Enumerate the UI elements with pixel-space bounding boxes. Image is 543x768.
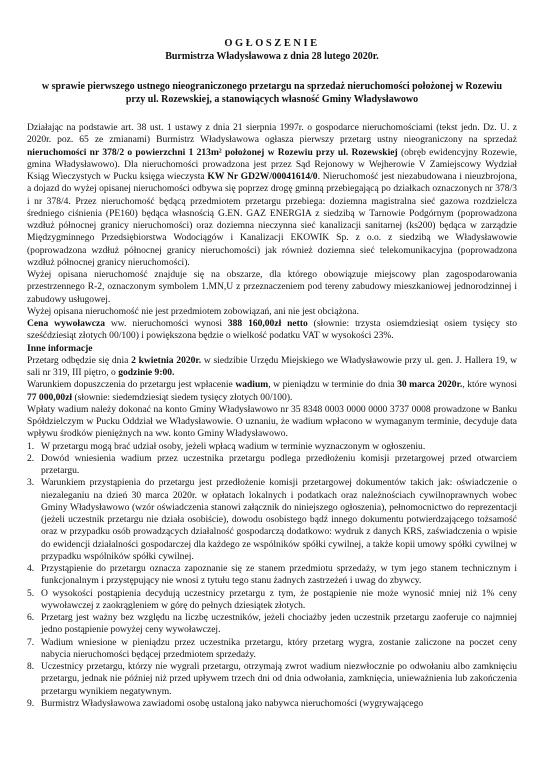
list-item-text: Warunkiem przystąpienia do przetargu jest przedłożenie komisji przetargowej dokumentów takich jak: oświadczenie o niezaleganiu na dzień 30 marca 2020r. w opłatach lokalnych i podatkach oraz należnościach cywilnoprawnych wobec Gminy Władysławowo (wzór oświadczenia stanowi załącznik do niniejszego ogłoszenia), pełnomocnictwo do reprezentacji (jeżeli uczestnik przetargu nie działa osobiście), dowodu osobistego bądź innego dokumentu potwierdzającego tożsamość oraz w przypadku osób prowadzących działalność gospodarczą dodatkowo: wydruk z danych KRS, zaświadczenia o wpisie do ewidencji działalności gospodarczej dla każdego ze wspólników spółki cywilnej, a także kopii umowy spółki cywilnej w przypadku wspólników spółki cywilnej. xyxy=(41,477,517,562)
text-run: ww. nieruchomości wynosi xyxy=(105,318,228,329)
auction-date-paragraph xyxy=(27,355,517,380)
list-item-text: Uczestnicy przetargu, którzy nie wygrali przetargu, otrzymają zwrot wadium niezwłocznie po odwołaniu albo zamknięciu przetargu, jednak nie później niż przed upływem trzech dni od dnia odwołania, zamknięcia, unieważnienia lub zakończenia przetargu wynikiem negatywnym. xyxy=(41,661,517,697)
document-subtitle: Burmistrza Władysławowa z dnia 28 lutego 2020r. xyxy=(165,51,379,62)
list-item-number: 5. xyxy=(27,587,35,599)
auction-date: 2 kwietnia 2020r. xyxy=(131,354,202,366)
text-run: Warunkiem dopuszczenia do przetargu jest wpłacenie xyxy=(27,379,236,391)
list-item-number: 7. xyxy=(27,636,35,648)
text-run: (obręb ewidencyjny Rozewie, gmina Władysławowo). Dla nieruchomości prowadzona jest przez Sąd Rejonowy w Wejherowie V Zamiejscowy Wydział Ksiąg Wieczystych w Pucku księga wieczysta xyxy=(27,146,517,182)
list-item-number: 1. xyxy=(27,440,35,452)
list-item-text: Wadium wniesione w pieniądzu przez uczestnika przetargu, który przetarg wygra, zostanie zaliczone na poczet ceny nabycia nieruchomości będącej przedmiotem sprzedaży. xyxy=(41,636,517,660)
list-item xyxy=(27,661,517,698)
list-item xyxy=(27,636,517,662)
list-item-text: W przetargu mogą brać udział osoby, jeżeli wpłacą wadium w terminie wyznaczonym w ogłoszeniu. xyxy=(41,440,426,452)
price-label: Cena wywoławcza xyxy=(27,318,105,329)
list-item-text: Przetarg jest ważny bez względu na liczbę uczestników, jeżeli chociażby jeden uczestnik przetargu zaoferuje co najmniej jedno postąpienie powyżej ceny wywoławczej. xyxy=(41,612,517,636)
list-item xyxy=(27,612,517,637)
property-description-paragraph xyxy=(27,122,517,269)
zoning-paragraph: Wyżej opisana nieruchomość znajduje się na obszarze, dla którego obowiązuje miejscowy plan zagospodarowania przestrzennego R-2, oznaczonym symbolem 1.MN,U z przeznaczeniem pod tereny zabudowy mieszkaniowej jednorodzinnej i zabudowy usługowej. xyxy=(27,269,517,305)
list-item-text: Burmistrz Władysławowa zawiadomi osobę ustaloną jako nabywca nieruchomości (wygrywającego xyxy=(41,697,424,709)
text-run: , w pieniądzu w terminie do dnia xyxy=(268,379,398,391)
list-item xyxy=(27,440,517,453)
document-heading: w sprawie pierwszego ustnego nieograniczonego przetargu na sprzedaż nieruchomości położonej w Rozewiu przy ul. Rozewskiej, a stanowiących własność Gminy Władysławowo xyxy=(41,81,503,105)
other-info-heading-text: Inne informacje xyxy=(27,342,93,354)
deposit-amount: 77 000,00zł xyxy=(27,391,73,403)
conditions-list xyxy=(27,441,517,711)
auction-time: godzinie 9:00. xyxy=(118,367,175,378)
text-run: Przetarg odbędzie się dnia xyxy=(27,354,132,366)
list-item-text: O wysokości postąpienia decydują uczestnicy przetargu z tym, że postąpienie nie może wynosić mniej niż 1% ceny wywoławczej z zaokrągleniem w górę do pełnych dziesiątek złotych. xyxy=(41,587,517,611)
list-item xyxy=(27,697,517,710)
list-item xyxy=(27,563,517,588)
list-item-number: 4. xyxy=(27,563,35,574)
bank-account-paragraph: Wpłaty wadium należy dokonać na konto Gminy Władysławowo nr 35 8348 0003 0000 0000 3737 0008 prowadzone w Banku Spółdzielczym w Pucku Oddział we Władysławowie. O uznaniu, że wadium wpłacono w wymaganym terminie, decyduje data wpływu środków pieniężnych na ww. konto Gminy Władysławowo. xyxy=(27,403,517,440)
text-run: (słownie: trzysta osiemdziesiąt osiem tysięcy sto sześćdziesiąt złotych 00/100) i powiększona będzie o wielkość podatku VAT w wysokości 23%. xyxy=(27,318,517,342)
other-info-heading xyxy=(27,343,517,355)
starting-price: 388 160,00zł netto xyxy=(227,318,308,329)
price-paragraph xyxy=(27,318,517,343)
document-title: OGŁOSZENIE xyxy=(224,38,320,49)
list-item xyxy=(27,452,517,478)
text-run: . Nieruchomość jest niezabudowana i nieuzbrojona, a dojazd do wyżej opisanej nieruchomości odbywa się poprzez drogę gminną przebiegającą po działkach oznaczonych nr 378/3 i nr 378/4. Przez nieruchomość będącą przedmiotem przetargu przebiega: doziemna magistralna sieć gazowa rozdzielcza średniego ciśnienia (PE160) będąca własnością G.EN. GAZ ENERGIA z siedzibą w Tarnowie Podgórnym (poprowadzona wzdłuż północnej granicy nieruchomości) oraz doziemna nieczynna sieć kanalizacji sanitarnej (ks200) będąca w zarządzie Międzygminnego Przedsiębiorstwa Wodociągów i Kanalizacji EKOWIK Sp. z o.o. z siedzibą we Władysławowie (poprowadzona wzdłuż północnej granicy nieruchomości) jak również doziemna sieć telekomunikacyjna (poprowadzona wzdłuż północnej granicy nieruchomości). xyxy=(27,171,517,268)
list-item xyxy=(27,477,517,563)
list-item-number: 8. xyxy=(27,661,35,672)
property-bold-text: nieruchomości nr 378/2 o powierzchni 1 213m² położonej w Rozewiu przy ul. Rozewskiej xyxy=(27,146,398,158)
list-item-number: 6. xyxy=(27,612,35,623)
text-run: w siedzibie Urzędu Miejskiego we Władysławowie przy ul. gen. J. Hallera 19, w sali nr 319, III piętro, o xyxy=(27,354,517,378)
text-run: , które wynosi xyxy=(462,379,517,391)
document-body xyxy=(27,122,517,710)
land-register-number: KW Nr GD2W/00041614/0 xyxy=(207,171,318,182)
list-item-number: 9. xyxy=(27,697,35,709)
deposit-deadline: 30 marca 2020r. xyxy=(397,379,463,391)
list-item-number: 3. xyxy=(27,477,35,489)
list-item-text: Przystąpienie do przetargu oznacza zapoznanie się ze stanem przedmiotu sprzedaży, w tym jego stanem technicznym i funkcjonalnym i przystępujący nie wnosi z tytułu tego stanu żadnych zastrzeżeń i uwag do zbywcy. xyxy=(41,563,517,587)
list-item-number: 2. xyxy=(27,452,35,464)
list-item xyxy=(27,587,517,613)
deposit-paragraph xyxy=(27,379,517,404)
deposit-label: wadium xyxy=(235,379,269,391)
text-run: (słownie: siedemdziesiąt siedem tysięcy złotych 00/100). xyxy=(72,391,293,403)
text-run: Działając na podstawie art. 38 ust. 1 ustawy z dnia 21 sierpnia 1997r. o gospodarce nieruchomościami (tekst jedn. Dz. U. z 2020r. poz. 65 ze zmianami) Burmistrz Władysławowa ogłasza pierwszy przetarg ustny nieograniczony na sprzedaż xyxy=(27,122,517,146)
list-item-text: Dowód wniesienia wadium przez uczestnika przetargu podlega przedłożeniu komisji przetargowej przed otwarciem przetargu. xyxy=(41,452,517,476)
encumbrance-paragraph: Wyżej opisana nieruchomość nie jest przedmiotem zobowiązań, ani nie jest obciążona. xyxy=(27,305,359,317)
